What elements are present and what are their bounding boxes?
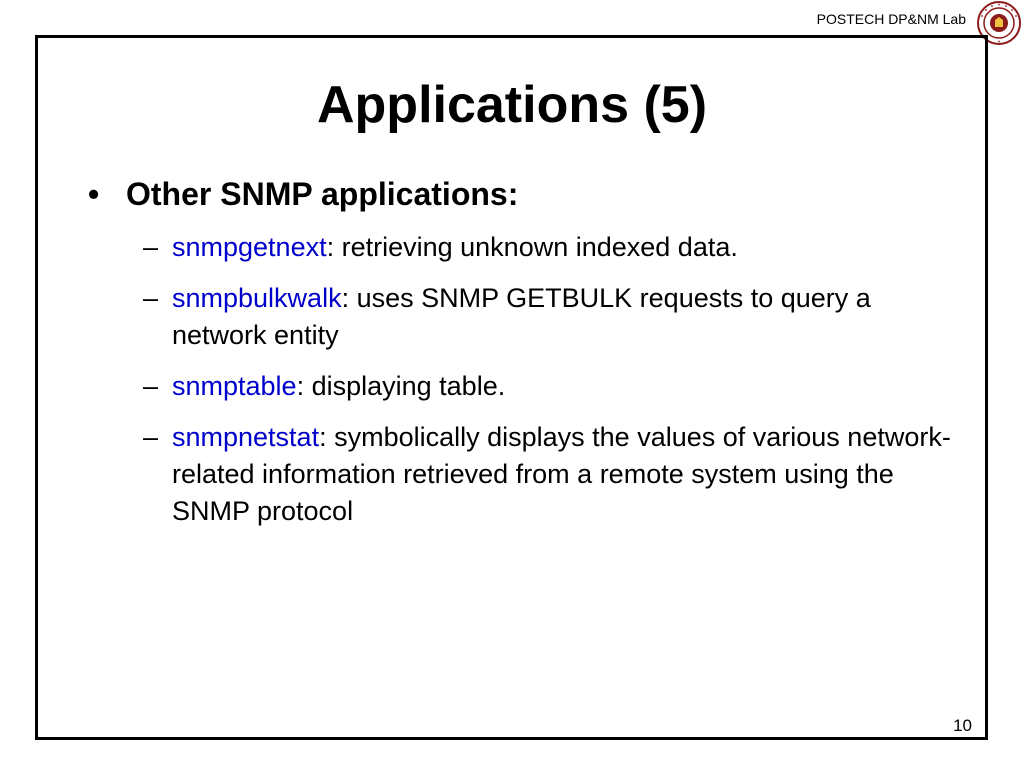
command-description: : symbolically displays the values of various network-related information retrieved from a remote system using the SNMP protocol [172,422,951,526]
list-item [143,368,963,405]
bullet-text: Other SNMP applications: [126,176,519,212]
dash-marker: – [143,371,159,401]
command-name: snmptable [172,371,297,401]
page-number: 10 [953,716,972,735]
lab-name: POSTECH DP&NM Lab [816,11,966,27]
dash-marker: – [143,422,159,452]
slide-title: Applications (5) [316,76,708,134]
command-description: : displaying table. [296,371,506,401]
command-name: snmpnetstat [172,422,320,452]
command-name: snmpgetnext [172,232,327,262]
list-item [143,280,963,354]
dash-marker: – [143,232,159,262]
list-item [143,419,963,530]
command-name: snmpbulkwalk [172,283,342,313]
command-description: : uses SNMP GETBULK requests to query a network entity [172,283,871,350]
main-bullet [88,171,518,217]
dash-marker: – [143,283,159,313]
list-item [143,229,963,266]
command-description: : retrieving unknown indexed data. [326,232,738,262]
bullet-marker: • [88,176,100,212]
